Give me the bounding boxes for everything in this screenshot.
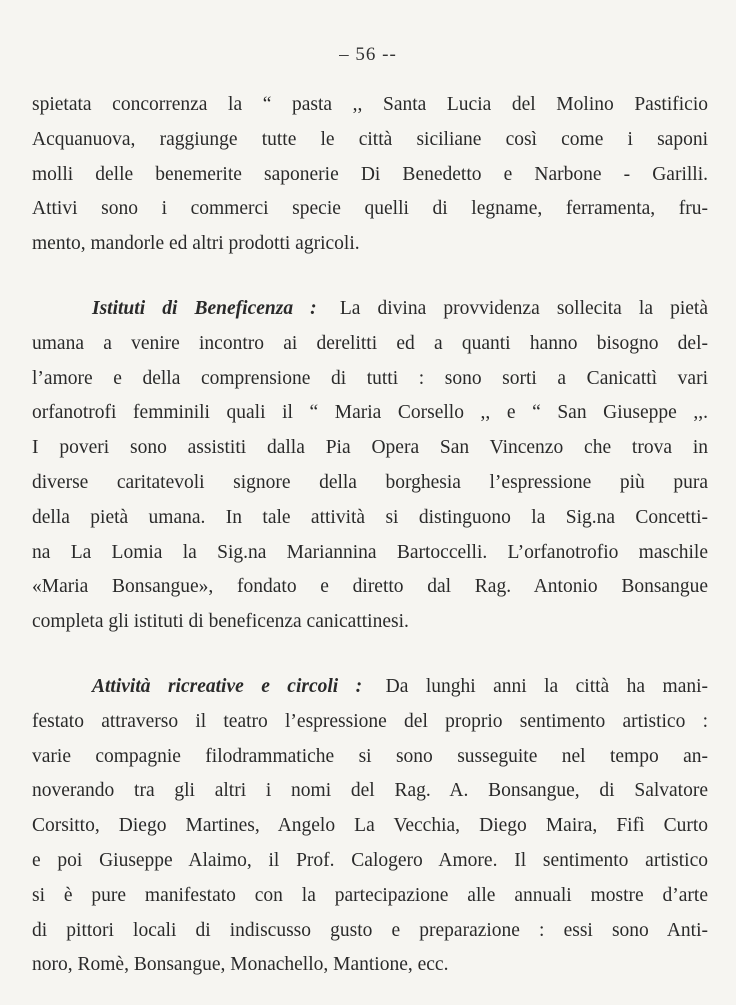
text-line: Attivi sono i commerci specie quelli di legname, ferramenta, fru-: [32, 198, 708, 220]
text-line: mento, mandorle ed altri prodotti agricoli.: [32, 233, 360, 255]
text-line: na La Lomia la Sig.na Mariannina Bartoccelli. L’orfanotrofio maschile: [32, 541, 708, 563]
text-line: Corsitto, Diego Martines, Angelo La Vecchia, Diego Maira, Fifì Curto: [32, 815, 708, 837]
text-line: varie compagnie filodrammatiche si sono susseguite nel tempo an-: [32, 745, 708, 767]
text-line: e poi Giuseppe Alaimo, il Prof. Calogero Amore. Il sentimento artistico: [32, 849, 708, 871]
text-line: «Maria Bonsangue», fondato e diretto dal Rag. Antonio Bonsangue: [32, 576, 708, 598]
text-line-segment: Da lunghi anni la città ha mani-: [385, 675, 708, 697]
section-heading-beneficenza: Istituti di Beneficenza :: [92, 297, 317, 319]
text-line: di pittori locali di indiscusso gusto e preparazione : essi sono Anti-: [32, 919, 708, 941]
paragraph-beneficenza: [32, 292, 708, 640]
text-line: spietata concorrenza la “ pasta ,, Santa Lucia del Molino Pastificio: [32, 94, 708, 115]
text-line: l’amore e della comprensione di tutti : sono sorti a Canicattì vari: [32, 367, 708, 389]
document-body: [32, 88, 708, 983]
text-line: I poveri sono assistiti dalla Pia Opera San Vincenzo che trova in: [32, 437, 708, 459]
text-line: festato attraverso il teatro l’espressione del proprio sentimento artistico :: [32, 710, 708, 732]
page-number: – 56 --: [339, 44, 397, 65]
text-line: completa gli istituti di beneficenza canicattinesi.: [32, 611, 409, 633]
text-line: diverse caritatevoli signore della borghesia l’espressione più pura: [32, 471, 708, 493]
text-line: della pietà umana. In tale attività si distinguono la Sig.na Concetti-: [32, 506, 708, 528]
text-line-with-heading: [32, 670, 708, 705]
paragraph-attivita-ricreative: [32, 670, 708, 983]
text-line-segment: La divina provvidenza sollecita la pietà: [339, 297, 708, 319]
section-heading-attivita: Attività ricreative e circoli :: [92, 675, 363, 697]
text-line: noverando tra gli altri i nomi del Rag. A. Bonsangue, di Salvatore: [32, 780, 708, 802]
text-line: umana a venire incontro ai derelitti ed a quanti hanno bisogno del-: [32, 332, 708, 354]
paragraph-commerce: [32, 88, 708, 262]
text-line: si è pure manifestato con la partecipazione alle annuali mostre d’arte: [32, 884, 708, 906]
text-line: orfanotrofi femminili quali il “ Maria Corsello ,, e “ San Giuseppe ,,.: [32, 402, 708, 424]
text-line-with-heading: [32, 292, 708, 327]
text-line: Acquanuova, raggiunge tutte le città siciliane così come i saponi: [32, 128, 708, 150]
text-line: molli delle benemerite saponerie Di Benedetto e Narbone - Garilli.: [32, 163, 708, 185]
text-line: noro, Romè, Bonsangue, Monachello, Mantione, ecc.: [32, 954, 449, 976]
